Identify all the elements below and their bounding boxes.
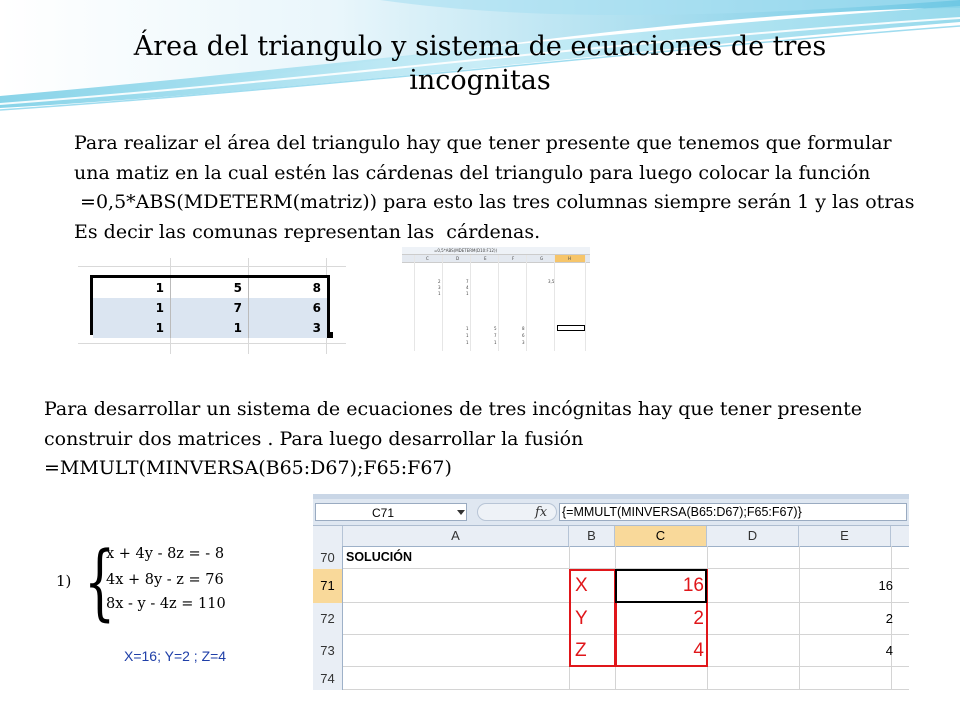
formula-input[interactable]: {=MMULT(MINVERSA(B65:D67);F65:F67)} [559,503,907,521]
thumbnail-cell: 3 [438,285,441,290]
spreadsheet-thumbnail [402,247,590,351]
matrix-row [93,278,327,298]
row-header[interactable]: 73 [313,635,343,667]
thumbnail-cell: 4 [466,285,469,290]
variable-cell[interactable]: Y [575,608,588,629]
column-header-b[interactable]: B [569,526,615,546]
matrix-cell: 1 [93,278,171,298]
thumbnail-cell: 7 [466,279,469,284]
thumbnail-cell: 1 [438,291,441,296]
column-e-cell[interactable]: 4 [885,643,893,658]
equation-label: 1) [56,572,72,590]
thumbnail-cell: 1 [494,340,497,345]
column-header-c[interactable]: C [615,526,707,546]
column-header-a[interactable]: A [343,526,569,546]
paragraph-line: Para desarrollar un sistema de ecuaciones de tres incógnitas hay que tener presente [44,398,863,420]
thumbnail-cell: 5 [494,326,497,331]
select-all-corner[interactable] [313,526,343,546]
variable-cell[interactable]: Z [575,640,587,661]
thumbnail-cell: 1 [466,291,469,296]
thumbnail-formula: =0,5*ABS(MDETERM(D10:F12)) [434,248,498,253]
value-cell[interactable]: 4 [693,640,704,661]
table-row [313,667,909,690]
equation-system-image [44,524,312,694]
fill-handle [327,332,333,338]
thumbnail-cell: 8 [522,326,525,331]
table-row [313,546,909,569]
curly-brace-icon: { [84,535,116,630]
chevron-down-icon[interactable] [457,510,465,515]
matrix-cell: 1 [93,318,171,338]
active-cell [615,569,707,603]
paragraph-line: Es decir las comunas representan las cárdenas. [74,220,541,243]
paragraph-line: =MMULT(MINVERSA(B65:D67);F65:F67) [44,457,452,479]
thumbnail-col-header: H [568,256,572,261]
thumbnail-cell: 1 [466,333,469,338]
name-box[interactable]: C71 [315,503,467,521]
column-headers [313,526,909,547]
equation-line: 4x + 8y - z = 76 [106,572,224,588]
value-cell[interactable]: 16 [682,575,704,596]
thumbnail-col-header: D [456,256,460,261]
thumbnail-formula-bar [402,247,590,255]
matrix-cell: 1 [171,318,249,338]
row-header[interactable]: 71 [313,569,343,603]
column-header-d[interactable]: D [707,526,799,546]
matrix-row [93,318,327,338]
thumbnail-cell: 3 [522,340,525,345]
equation-solution: X=16; Y=2 ; Z=4 [124,648,227,664]
matrix-cell: 8 [249,278,327,298]
thumbnail-cell: 2 [438,279,441,284]
column-e-cell[interactable]: 2 [885,611,893,626]
thumbnail-cell: 7 [494,333,497,338]
paragraph-line: una matiz en la cual estén las cárdenas del triangulo para luego colocar la función [74,161,871,184]
thumbnail-cell: 6 [522,333,525,338]
excel-formula-bar [313,499,909,526]
matrix-cell: 7 [171,298,249,318]
matrix-grid [90,275,330,335]
equation-line: x + 4y - 8z = - 8 [106,546,225,562]
matrix-image [78,258,346,354]
paragraph-line: construir dos matrices . Para luego desarrollar la fusión [44,427,584,450]
fx-icon[interactable]: fx [535,505,548,520]
thumbnail-selected-cell [557,325,585,331]
row-header[interactable]: 72 [313,603,343,635]
thumbnail-col-header: C [426,256,429,261]
solution-label[interactable]: SOLUCIÓN [346,550,412,564]
column-header-e[interactable]: E [799,526,891,546]
thumbnail-cell: 1 [466,340,469,345]
matrix-cell: 5 [171,278,249,298]
paragraph-equation-system [44,395,862,484]
matrix-cell: 3 [249,318,327,338]
variable-cell[interactable]: X [575,575,588,596]
matrix-cell: 1 [93,298,171,318]
thumbnail-cell: 1 [466,326,469,331]
thumbnail-col-header: E [484,256,487,261]
paragraph-line: Para realizar el área del triangulo hay que tener presente que tenemos que formular [74,132,892,154]
variables-highlight-box [569,569,616,667]
matrix-cell: 6 [249,298,327,318]
slide-title: Área del triangulo y sistema de ecuaciones de tres incógnitas [133,31,827,96]
column-e-cell[interactable]: 16 [878,578,893,593]
thumbnail-col-header: G [540,256,544,261]
row-header[interactable]: 74 [313,667,343,690]
value-cell[interactable]: 2 [693,608,704,629]
excel-screenshot [313,494,909,690]
row-header[interactable]: 70 [313,546,343,569]
matrix-row [93,298,327,318]
thumbnail-result: 3,5 [548,279,555,284]
paragraph-triangle-area [74,129,914,247]
paragraph-line: =0,5*ABS(MDETERM(matriz)) para esto las tres columnas siempre serán 1 y las otras [74,191,915,213]
thumbnail-col-header: F [512,256,515,261]
equation-line: 8x - y - 4z = 110 [106,596,226,612]
